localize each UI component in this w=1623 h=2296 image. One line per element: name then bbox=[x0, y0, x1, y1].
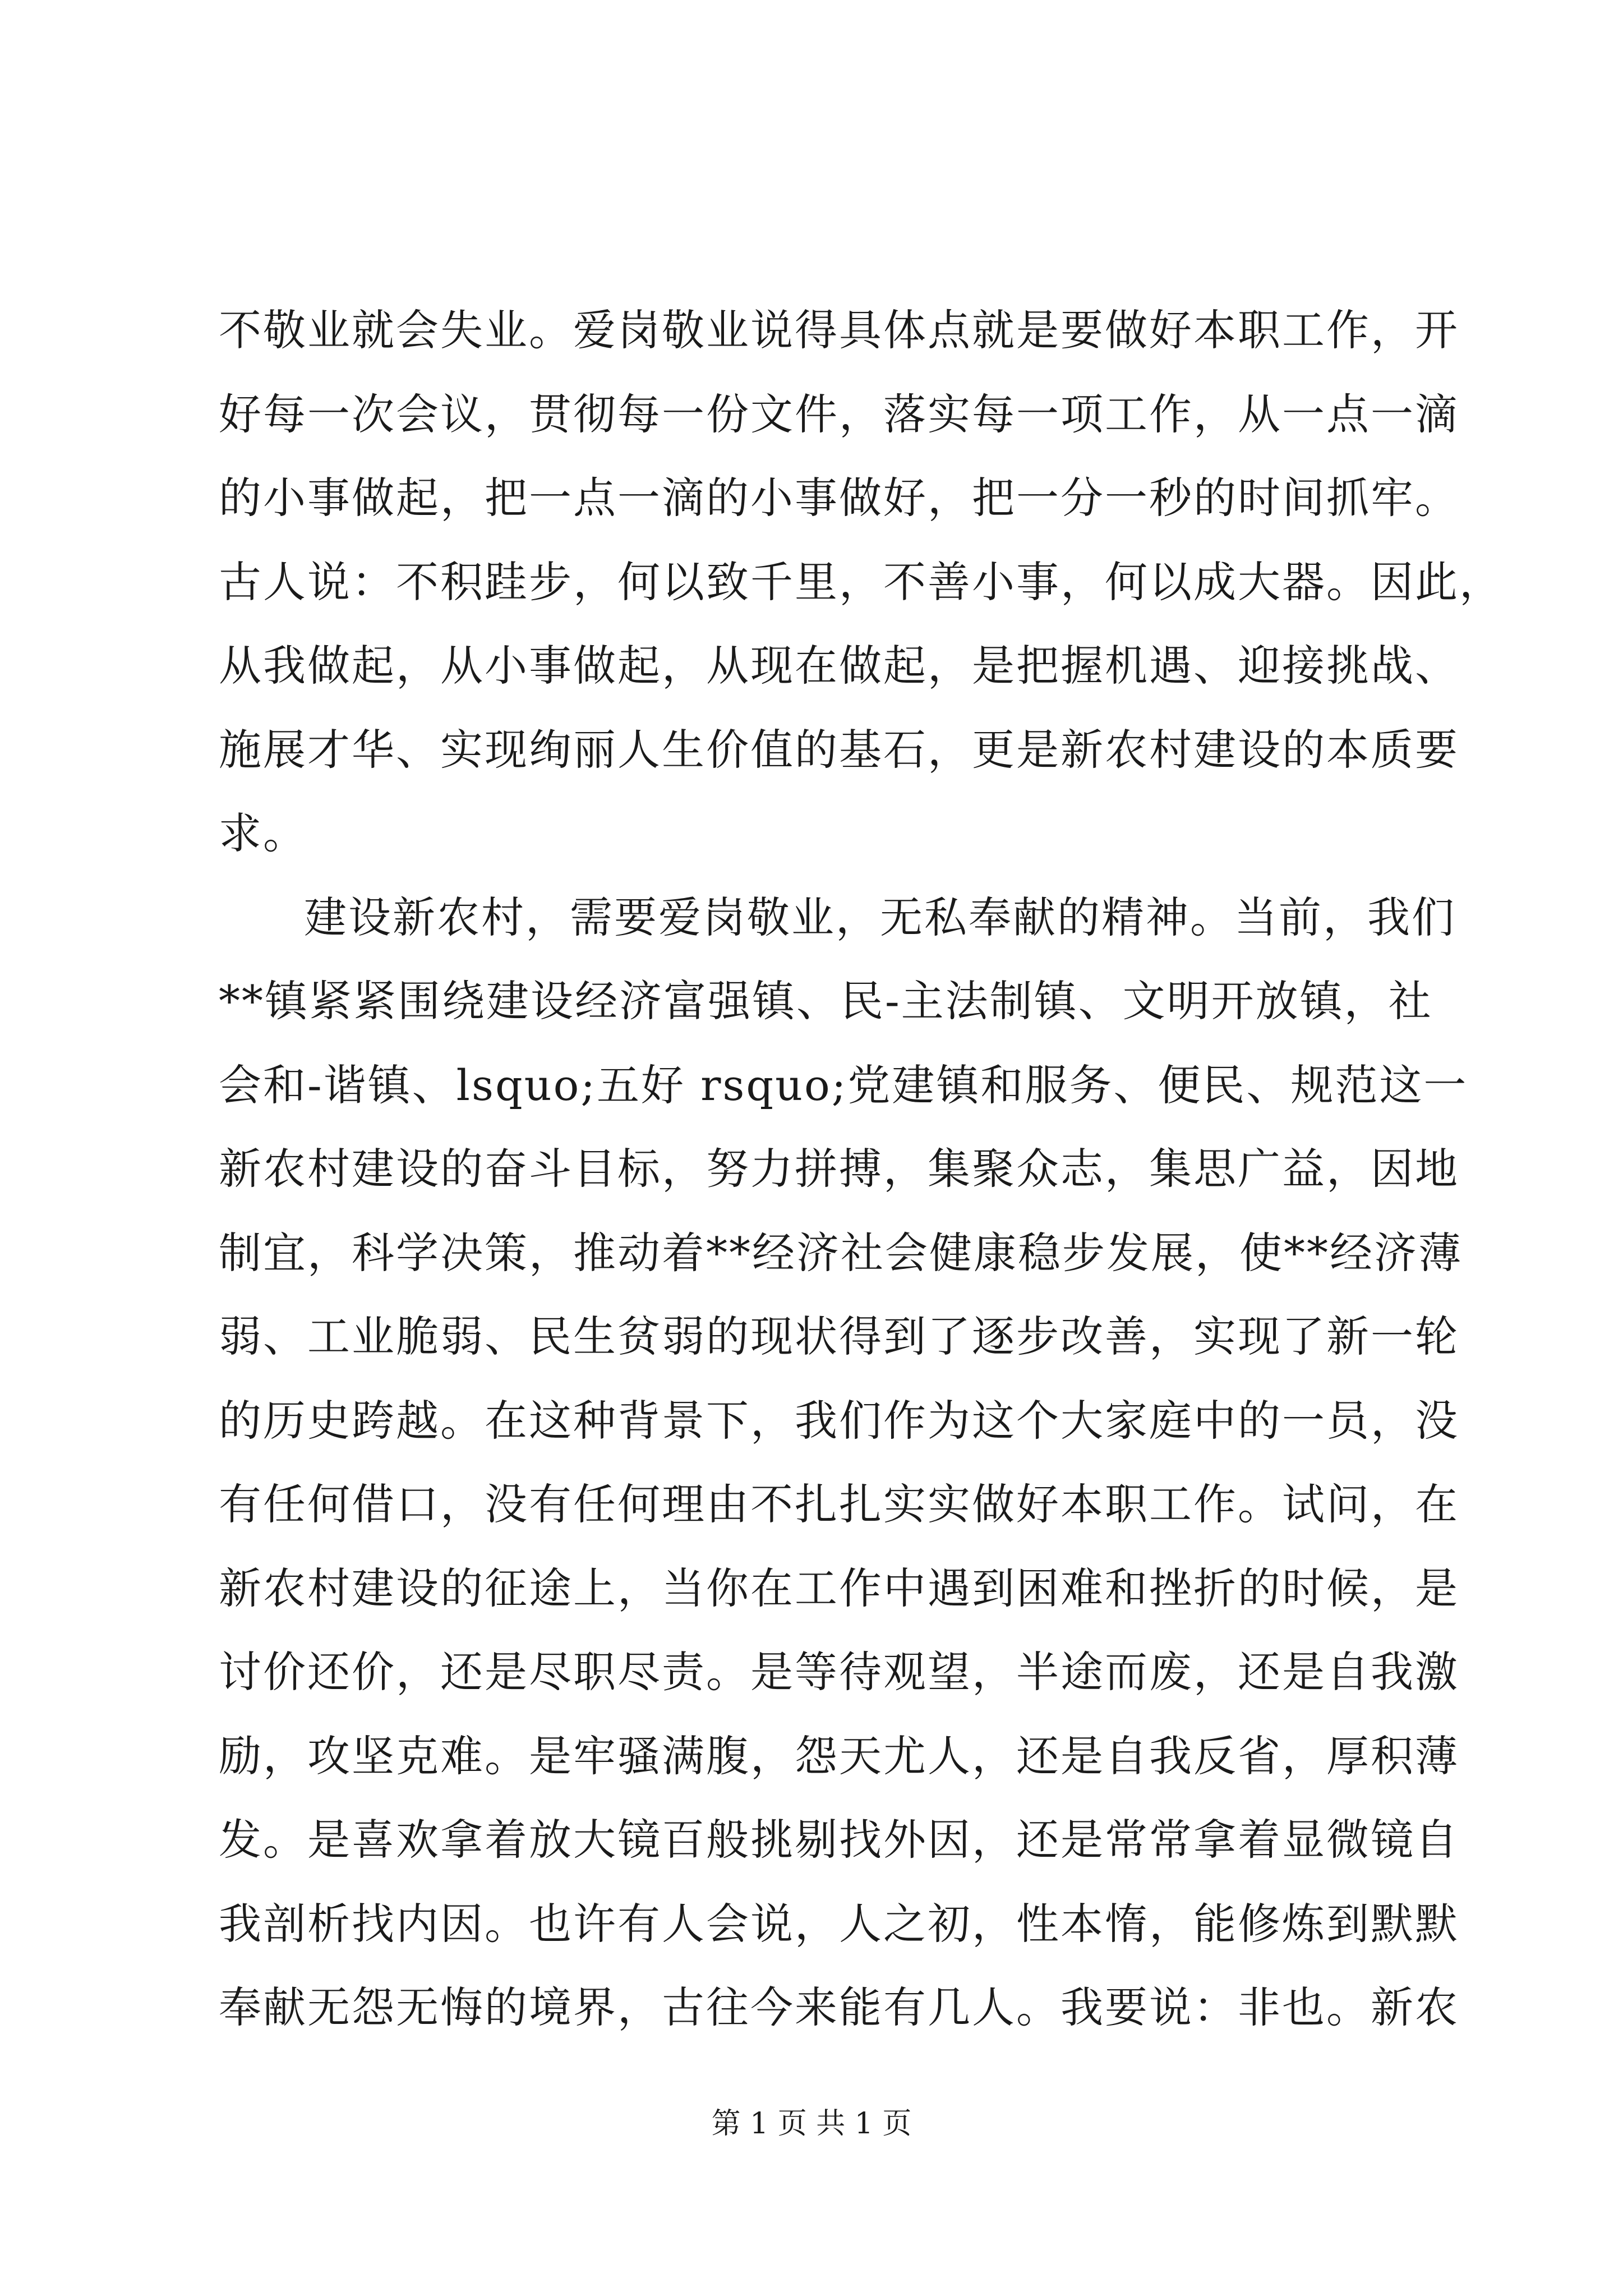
text-line: 从我做起，从小事做起，从现在做起，是把握机遇、迎接挑战、 bbox=[219, 641, 1459, 691]
text-line: 的小事做起，把一点一滴的小事做好，把一分一秒的时间抓牢。 bbox=[219, 473, 1459, 523]
text-line: 会和-谐镇、lsquo;五好 rsquo;党建镇和服务、便民、规范这一 bbox=[219, 1060, 1468, 1110]
paragraph-first-line: 建设新农村，需要爱岗敬业，无私奉献的精神。当前，我们 bbox=[304, 892, 1456, 942]
body-text bbox=[219, 288, 1504, 2050]
text-line: 我剖析找内因。也许有人会说，人之初，性本惰，能修炼到默默 bbox=[219, 1898, 1459, 1949]
text-line: 不敬业就会失业。爱岗敬业说得具体点就是要做好本职工作，开 bbox=[219, 305, 1459, 355]
text-line: 求。 bbox=[219, 808, 307, 858]
text-line: 古人说：不积跬步，何以致千里，不善小事，何以成大器。因此， bbox=[219, 556, 1504, 607]
text-line: 有任何借口，没有任何理由不扎扎实实做好本职工作。试问，在 bbox=[219, 1479, 1459, 1529]
text-line: 奉献无怨无悔的境界，古往今来能有几人。我要说：非也。新农 bbox=[219, 1982, 1459, 2032]
page-number-footer: 第 1 页 共 1 页 bbox=[711, 2107, 912, 2141]
text-line: 讨价还价，还是尽职尽责。是等待观望，半途而废，还是自我激 bbox=[219, 1647, 1459, 1697]
text-line: 新农村建设的征途上，当你在工作中遇到困难和挫折的时候，是 bbox=[219, 1563, 1459, 1613]
text-line: 发。是喜欢拿着放大镜百般挑剔找外因，还是常常拿着显微镜自 bbox=[219, 1815, 1459, 1865]
text-line: 弱、工业脆弱、民生贫弱的现状得到了逐步改善，实现了新一轮 bbox=[219, 1312, 1459, 1361]
text-line: 施展才华、实现绚丽人生价值的基石，更是新农村建设的本质要 bbox=[219, 724, 1459, 775]
text-line: 新农村建设的奋斗目标，努力拼搏，集聚众志，集思广益，因地 bbox=[219, 1144, 1459, 1194]
text-line: **镇紧紧围绕建设经济富强镇、民-主法制镇、文明开放镇，社 bbox=[219, 976, 1433, 1026]
text-line: 的历史跨越。在这种背景下，我们作为这个大家庭中的一员，没 bbox=[219, 1395, 1459, 1446]
text-line: 好每一次会议，贯彻每一份文件，落实每一项工作，从一点一滴 bbox=[219, 389, 1459, 439]
text-line: 制宜，科学决策，推动着**经济社会健康稳步发展，使**经济薄 bbox=[219, 1227, 1463, 1278]
text-line: 励，攻坚克难。是牢骚满腹，怨天尤人，还是自我反省，厚积薄 bbox=[219, 1731, 1459, 1781]
